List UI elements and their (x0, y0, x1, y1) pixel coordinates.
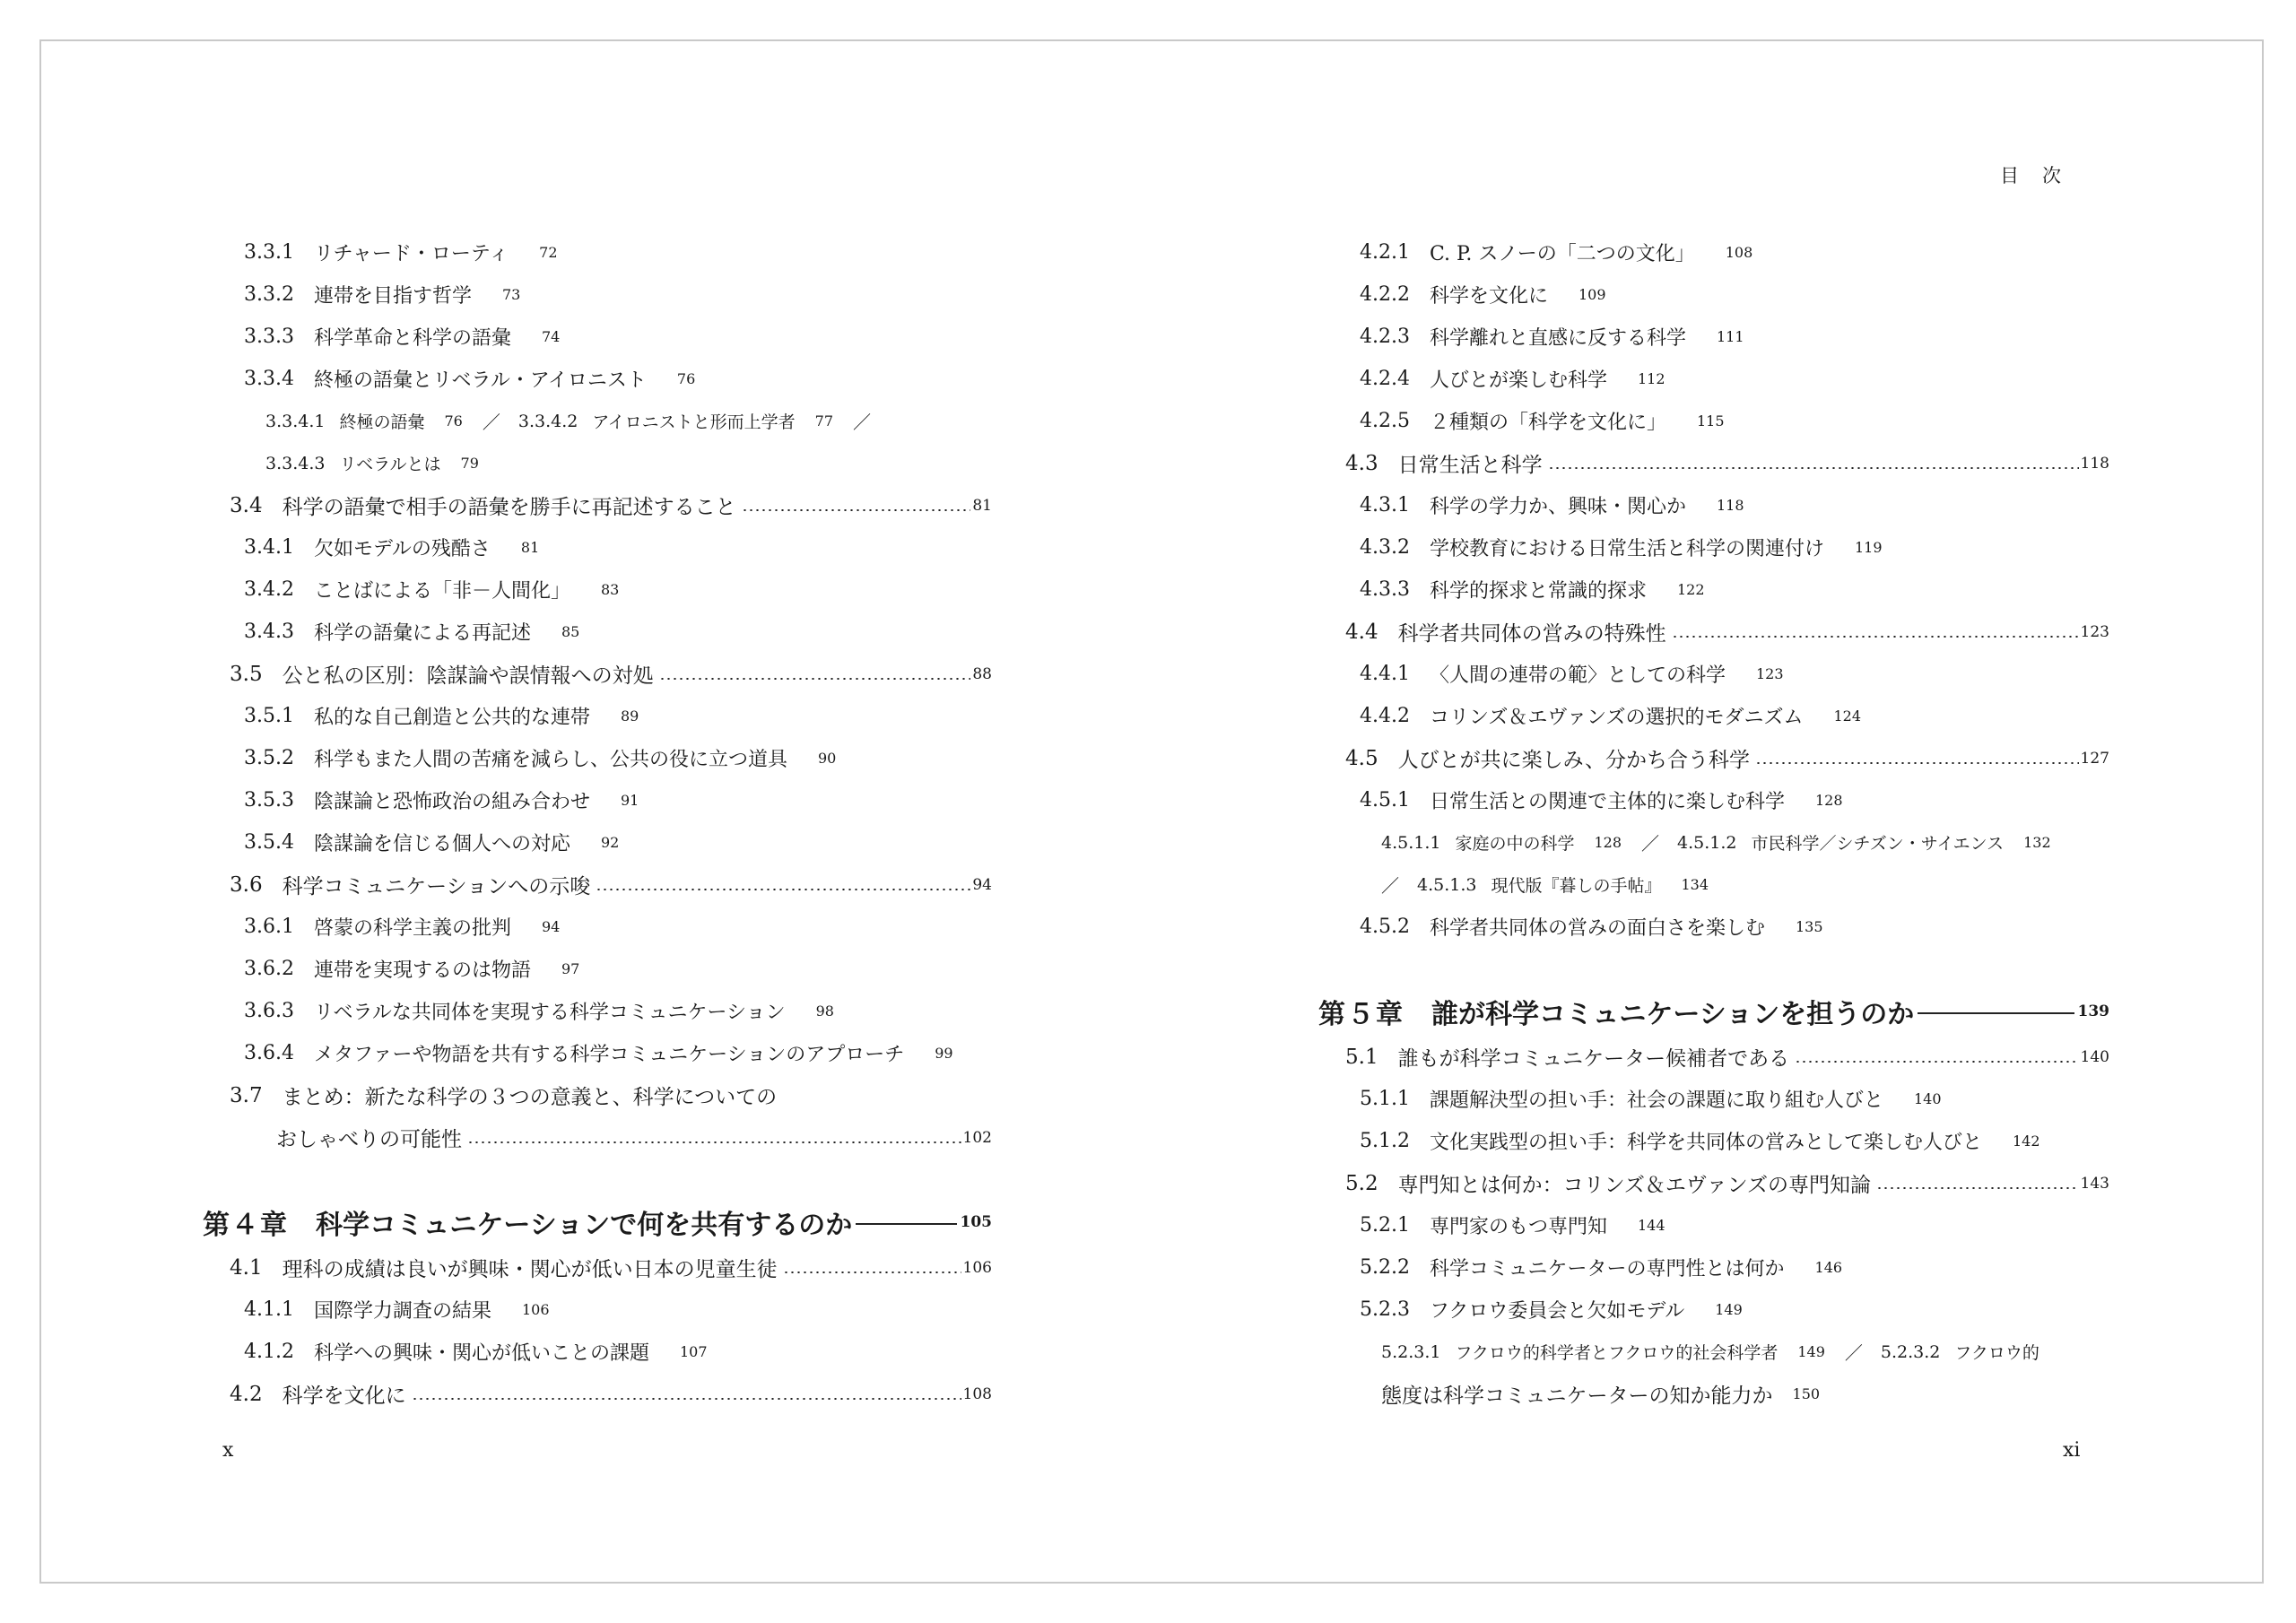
toc-subsection (203, 231, 992, 273)
section-number: 3.6 (230, 872, 263, 897)
toc-section (1318, 1036, 2109, 1078)
section-title: 科学コミュニケーションへの示唆 (282, 875, 591, 898)
toc-chapter (1318, 987, 2109, 1036)
subsection-number: 3.5.2 (244, 747, 294, 769)
page-number: 76 (676, 370, 696, 387)
subsection-title: フクロウ委員会と欠如モデル (1429, 1300, 1685, 1323)
page-number: 102 (962, 1128, 992, 1147)
dot-leader (412, 1398, 961, 1400)
toc-chapter (203, 1198, 992, 1246)
leader-rule (1918, 1012, 2074, 1014)
toc-subsection (1318, 1289, 2109, 1331)
subsubsection-number: 4.5.1.1 (1381, 832, 1441, 853)
subsection-title: メタファーや物語を共有する科学コミュニケーションのアプローチ (313, 1044, 905, 1066)
toc-section (203, 484, 992, 526)
leader-rule (856, 1223, 956, 1225)
subsection-title: 科学離れと直感に反する科学 (1429, 327, 1686, 350)
toc-subsection (1318, 358, 2109, 400)
subsection-number: 4.1.2 (244, 1341, 294, 1363)
page-number: 123 (1756, 665, 1784, 682)
page-number: 79 (460, 455, 479, 472)
subsection-title: 科学革命と科学の語彙 (313, 327, 511, 350)
page-number: 91 (621, 792, 639, 809)
section-number: 4.3 (1345, 451, 1378, 475)
toc-section (203, 1373, 992, 1415)
subsection-number: 3.5.1 (244, 705, 294, 727)
subsection-number: 3.3.4 (244, 368, 294, 390)
subsection-title: 科学コミュニケーターの専門性とは何か (1429, 1258, 1785, 1280)
page-number: 98 (815, 1002, 834, 1020)
toc-section (1318, 1162, 2109, 1204)
separator: ／ (1844, 1342, 1863, 1364)
subsection-title: 科学的探求と常識的探求 (1429, 580, 1647, 603)
subsection-number: 3.3.1 (244, 241, 294, 264)
toc-subsection (203, 821, 992, 864)
page-number: 128 (1594, 834, 1622, 851)
page-number: 112 (1638, 370, 1665, 387)
chapter-title: 誰が科学コミュニケーションを担うのか (1431, 999, 1915, 1030)
section-title: 科学の語彙で相手の語彙を勝手に再記述すること (282, 496, 736, 519)
page-number: 94 (542, 918, 561, 935)
subsubsection-title: 家庭の中の科学 (1455, 834, 1575, 854)
page-number: 111 (1717, 328, 1744, 345)
dot-leader (1548, 467, 2079, 469)
subsection-number: 4.2.2 (1360, 283, 1410, 306)
dot-leader (1876, 1187, 2079, 1189)
subsubsection-title: アイロニストと形而上学者 (592, 412, 796, 432)
page-number: 149 (1715, 1301, 1743, 1318)
page-number: 108 (962, 1384, 992, 1403)
toc-subsection (203, 273, 992, 316)
toc-section (1318, 442, 2109, 484)
toc-section (203, 1246, 992, 1289)
section-number: 4.1 (230, 1255, 263, 1280)
page-number: 76 (444, 412, 463, 430)
dot-leader (783, 1271, 961, 1273)
page-number: 74 (542, 328, 561, 345)
subsection-number: 4.3.2 (1360, 536, 1410, 559)
page-number: 118 (1717, 497, 1744, 514)
toc-subsection (203, 611, 992, 653)
toc-subsection (203, 358, 992, 400)
page-number: 92 (601, 834, 620, 851)
toc-subsection (203, 990, 992, 1032)
section-title: 誰もが科学コミュニケーター候補者である (1397, 1047, 1790, 1071)
toc-subsection (1318, 906, 2109, 948)
subsection-number: 4.5.1 (1360, 789, 1410, 812)
page-number: 77 (814, 412, 833, 430)
subsection-number: 4.5.2 (1360, 916, 1410, 938)
toc-subsection (1318, 231, 2109, 273)
toc-subsection (1318, 273, 2109, 316)
subsection-title: 科学者共同体の営みの面白さを楽しむ (1429, 917, 1765, 940)
subsection-title: 陰謀論を信じる個人への対応 (313, 833, 570, 855)
subsection-title: 私的な自己創造と公共的な連帯 (313, 707, 590, 729)
subsubsection-title: 終極の語彙 (339, 412, 425, 432)
page-number: 90 (818, 750, 837, 767)
dot-leader (1672, 636, 2079, 638)
page-number-right: xi (2063, 1439, 2081, 1462)
subsection-number: 5.2.2 (1360, 1256, 1410, 1279)
page-number: 108 (1725, 244, 1753, 261)
page-number: 109 (1578, 286, 1606, 303)
toc-right-column (1318, 231, 2109, 1415)
subsection-title: 〈人間の連帯の範〉としての科学 (1429, 664, 1726, 687)
subsection-number: 3.4.3 (244, 621, 294, 643)
subsubsection-title: 現代版『暮しの手帖』 (1491, 876, 1662, 896)
chapter-title: 科学コミュニケーションで何を共有するのか (316, 1210, 853, 1241)
page-number: 83 (601, 581, 620, 598)
toc-subsubsection-continuation (1318, 1373, 2109, 1415)
toc-subsubsection-line (203, 400, 992, 442)
page-number: 81 (972, 496, 992, 515)
subsection-title: 連帯を実現するのは物語 (313, 959, 531, 982)
section-number: 4.2 (230, 1382, 263, 1406)
section-title: 科学者共同体の営みの特殊性 (1397, 622, 1666, 646)
section-number: 3.7 (230, 1083, 263, 1107)
page-number: 146 (1814, 1259, 1843, 1276)
section-title: まとめ：新たな科学の３つの意義と、科学についての (282, 1086, 778, 1109)
subsection-number: 4.3.3 (1360, 578, 1410, 601)
toc-subsection (1318, 695, 2109, 737)
page-number: 88 (972, 664, 992, 683)
subsection-title: 科学への興味・関心が低いことの課題 (313, 1342, 649, 1365)
page-number: 105 (960, 1213, 992, 1231)
subsection-title: 学校教育における日常生活と科学の関連付け (1429, 538, 1824, 560)
subsection-number: 3.5.4 (244, 831, 294, 854)
toc-subsection (1318, 1204, 2109, 1246)
subsection-title: コリンズ＆エヴァンズの選択的モダニズム (1429, 707, 1804, 729)
section-title: 専門知とは何か：コリンズ＆エヴァンズの専門知論 (1397, 1174, 1871, 1197)
chapter-number: 第４章 (203, 1210, 289, 1241)
toc-subsection (203, 779, 992, 821)
separator: ／ (853, 412, 871, 433)
subsection-number: 3.6.4 (244, 1042, 294, 1064)
dot-leader (742, 509, 971, 511)
toc-subsection (203, 695, 992, 737)
page-number: 72 (539, 244, 558, 261)
page-number: 139 (2077, 1002, 2109, 1020)
subsubsection-number: 3.3.4.3 (265, 453, 326, 473)
subsubsection-number: 4.5.1.2 (1677, 832, 1737, 853)
subsection-title: C. P. スノーの「二つの文化」 (1429, 243, 1695, 265)
subsection-number: 5.1.2 (1360, 1130, 1410, 1152)
toc-subsection (1318, 526, 2109, 568)
section-number: 4.5 (1345, 746, 1378, 770)
toc-subsection (203, 1289, 992, 1331)
subsection-number: 4.2.3 (1360, 325, 1410, 348)
subsubsection-number: 3.3.4.2 (517, 411, 578, 431)
subsection-title: 課題解決型の担い手：社会の課題に取り組む人びと (1429, 1089, 1883, 1112)
subsection-number: 3.6.1 (244, 916, 294, 938)
section-title: 理科の成績は良いが興味・関心が低い日本の児童生徒 (282, 1258, 778, 1281)
toc-subsection (203, 316, 992, 358)
subsection-number: 4.2.4 (1360, 368, 1410, 390)
subsection-number: 4.2.5 (1360, 410, 1410, 432)
subsection-title: ２種類の「科学を文化に」 (1429, 412, 1666, 434)
section-title: 人びとが共に楽しみ、分かち合う科学 (1397, 749, 1750, 772)
subsection-title: 文化実践型の担い手：科学を共同体の営みとして楽しむ人びと (1429, 1132, 1982, 1154)
separator: ／ (1381, 875, 1399, 897)
section-title: おしゃべりの可能性 (276, 1128, 462, 1151)
subsection-number: 5.2.3 (1360, 1298, 1410, 1321)
subsection-title: リベラルな共同体を実現する科学コミュニケーション (313, 1002, 786, 1024)
subsubsection-title: リベラルとは (339, 455, 441, 474)
page-number: 128 (1815, 792, 1843, 809)
subsubsection-title: フクロウ的科学者とフクロウ的社会科学者 (1455, 1343, 1779, 1363)
subsection-title: 科学の学力か、興味・関心か (1429, 496, 1686, 518)
toc-section (203, 1074, 992, 1116)
page-number: 142 (2013, 1133, 2040, 1150)
toc-subsection (1318, 400, 2109, 442)
subsection-title: 終極の語彙とリベラル・アイロニスト (313, 369, 647, 392)
subsubsection-title: 市民科学／シチズン・サイエンス (1751, 834, 2005, 854)
subsection-title: 専門家のもつ専門知 (1429, 1216, 1607, 1238)
dot-leader (659, 678, 971, 680)
page-number: 149 (1797, 1343, 1825, 1360)
toc-section (1318, 611, 2109, 653)
page-number: 119 (1855, 539, 1883, 556)
toc-subsection (1318, 484, 2109, 526)
subsection-number: 5.1.1 (1360, 1088, 1410, 1110)
subsection-title: 陰謀論と恐怖政治の組み合わせ (313, 791, 590, 813)
subsubsection-number: 5.2.3.1 (1381, 1341, 1441, 1362)
subsubsection-title: フクロウ的 (1954, 1343, 2039, 1363)
page-number: 127 (2080, 749, 2109, 768)
subsection-title: ことばによる「非－人間化」 (313, 580, 570, 603)
section-title: 公と私の区別：陰謀論や誤情報への対処 (282, 664, 654, 688)
page-number: 132 (2023, 834, 2051, 851)
page-number: 135 (1796, 918, 1823, 935)
page-number: 124 (1833, 707, 1861, 725)
page-number: 122 (1677, 581, 1705, 598)
page-number: 73 (502, 286, 521, 303)
toc-subsection (203, 526, 992, 568)
page-number: 94 (972, 875, 992, 894)
toc-section (203, 653, 992, 695)
page-number: 107 (680, 1343, 708, 1360)
dot-leader (1795, 1061, 2078, 1063)
subsection-number: 3.3.2 (244, 283, 294, 306)
toc-section (203, 864, 992, 906)
subsection-number: 3.4.1 (244, 536, 294, 559)
toc-subsection (1318, 1246, 2109, 1289)
page-number: 115 (1697, 412, 1725, 430)
subsection-number: 3.6.3 (244, 1000, 294, 1022)
subsection-number: 3.6.2 (244, 958, 294, 980)
subsubsection-title: 態度は科学コミュニケーターの知か能力か (1381, 1384, 1773, 1408)
section-title: 日常生活と科学 (1397, 454, 1543, 477)
page-number: 97 (561, 960, 580, 977)
subsection-number: 4.4.1 (1360, 663, 1410, 685)
running-head: 目次 (2000, 165, 2084, 187)
subsection-number: 3.4.2 (244, 578, 294, 601)
page-number: 140 (1914, 1090, 1942, 1107)
section-title: 科学を文化に (282, 1384, 406, 1408)
page-number: 144 (1638, 1217, 1665, 1234)
page-number: 123 (2080, 622, 2109, 641)
dot-leader (596, 889, 970, 890)
section-number: 5.1 (1345, 1045, 1378, 1069)
toc-subsection (1318, 779, 2109, 821)
section-number: 5.2 (1345, 1171, 1378, 1195)
subsection-title: 欠如モデルの残酷さ (313, 538, 491, 560)
page-number: 140 (2080, 1047, 2109, 1066)
section-number: 3.5 (230, 662, 263, 686)
toc-section-continuation (203, 1116, 992, 1159)
page-number: 118 (2080, 454, 2109, 473)
page-number: 134 (1681, 876, 1709, 893)
page-number: 150 (1792, 1385, 1821, 1402)
subsection-title: リチャード・ローティ (313, 243, 509, 265)
subsubsection-number: 3.3.4.1 (265, 411, 326, 431)
separator: ／ (482, 412, 500, 433)
subsubsection-number: 5.2.3.2 (1880, 1341, 1941, 1362)
toc-subsection (203, 906, 992, 948)
separator: ／ (1641, 833, 1660, 855)
dot-leader (1755, 762, 2079, 764)
page-number: 106 (962, 1258, 992, 1277)
toc-subsubsection-line (1318, 864, 2109, 906)
subsection-number: 4.2.1 (1360, 241, 1410, 264)
page-number: 85 (561, 623, 580, 640)
page-number: 99 (935, 1045, 953, 1062)
toc-subsection (203, 568, 992, 611)
subsection-number: 4.1.1 (244, 1298, 294, 1321)
chapter-number: 第５章 (1318, 999, 1405, 1030)
page-number: 143 (2080, 1174, 2109, 1193)
subsection-title: 連帯を目指す哲学 (313, 285, 472, 308)
section-number: 3.4 (230, 493, 263, 517)
subsection-title: 国際学力調査の結果 (313, 1300, 491, 1323)
toc-left-column (203, 231, 992, 1415)
toc-subsection (1318, 316, 2109, 358)
page-number: 106 (522, 1301, 550, 1318)
toc-subsection (203, 1032, 992, 1074)
toc-subsection (203, 737, 992, 779)
subsection-title: 日常生活との関連で主体的に楽しむ科学 (1429, 791, 1785, 813)
subsection-title: 科学を文化に (1429, 285, 1548, 308)
toc-subsubsection-line (203, 442, 992, 484)
toc-subsection (1318, 568, 2109, 611)
toc-subsubsection-line (1318, 821, 2109, 864)
subsection-number: 5.2.1 (1360, 1214, 1410, 1237)
section-number: 4.4 (1345, 620, 1378, 644)
subsubsection-number: 4.5.1.3 (1417, 874, 1477, 895)
subsection-number: 4.3.1 (1360, 494, 1410, 516)
toc-subsection (1318, 653, 2109, 695)
subsection-title: 科学の語彙による再記述 (313, 622, 531, 645)
page-number: 89 (621, 707, 639, 725)
page-number: 81 (520, 539, 540, 556)
toc-subsection (203, 1331, 992, 1373)
toc-subsubsection-line (1318, 1331, 2109, 1373)
subsection-title: 科学もまた人間の苦痛を減らし、公共の役に立つ道具 (313, 749, 787, 771)
subsection-number: 4.4.2 (1360, 705, 1410, 727)
toc-subsection (1318, 1078, 2109, 1120)
subsection-title: 人びとが楽しむ科学 (1429, 369, 1607, 392)
page-number-left: x (222, 1439, 234, 1462)
subsection-number: 3.5.3 (244, 789, 294, 812)
subsection-number: 3.3.3 (244, 325, 294, 348)
toc-section (1318, 737, 2109, 779)
dot-leader (467, 1141, 961, 1143)
subsection-title: 啓蒙の科学主義の批判 (313, 917, 511, 940)
toc-subsection (1318, 1120, 2109, 1162)
toc-subsection (203, 948, 992, 990)
